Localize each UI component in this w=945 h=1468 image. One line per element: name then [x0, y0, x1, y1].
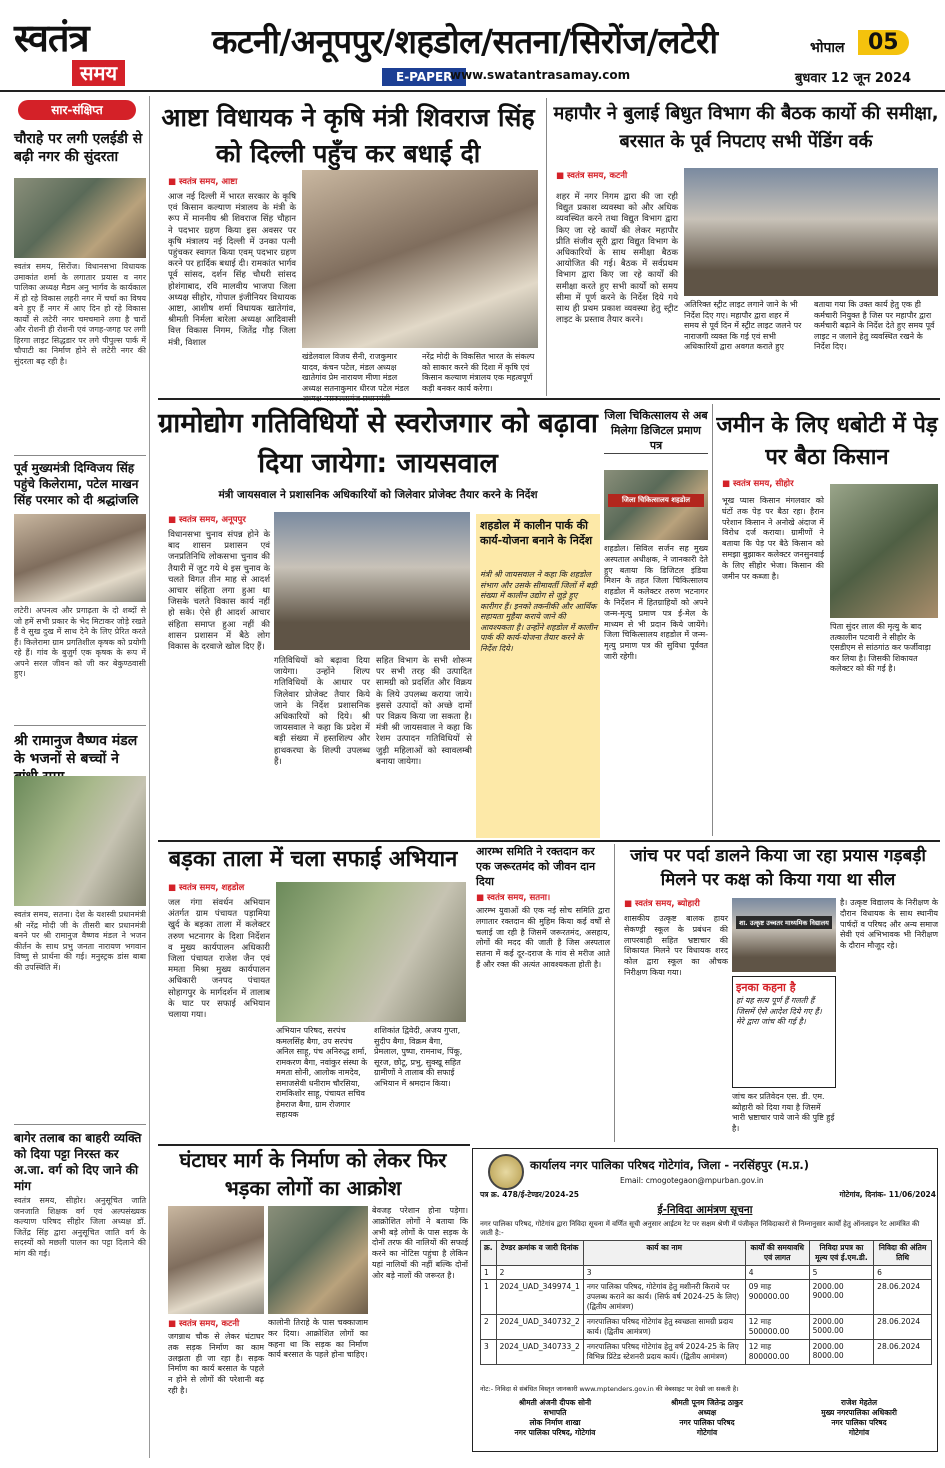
tender-id: 2024_UAD_340733_2 — [496, 1340, 583, 1365]
story-body-continued: शशिकांत द्विवेदी, अजय गुप्ता, सुदीप बैगा, विक्रम बैगा, प्रेमलाल, पुष्पा, रामनाथ, पिंकू, सूरज, छोटू, प्रभु, सुक्खू सहित ग्रामीणों ने तालाब की सफाई अभियान में श्रमदान किया। — [374, 1026, 463, 1088]
story-byline: ■ स्वतंत्र समय, आष्टा — [168, 176, 318, 187]
sidebar-item-text: स्वतंत्र समय, सतना। देश के यशस्वी प्रधानमंत्री श्री नरेंद्र मोदी जी के तीसरी बार प्रधानमंत्री बनने पर श्री रामानुज वैष्णव मंडल ने भजन कीर्तन के साथ प्रभु जनता नारायण भगवान विष्णु से प्रार्थना की गई। मनुस्ट्रक डांस बाबा की उपस्थिति में। — [14, 910, 146, 972]
story-kicker[interactable]: जिला चिकित्सालय से अब मिलेगा डिजिटल प्रमाण पत्र — [604, 409, 708, 452]
last-date: 28.06.2024 — [874, 1340, 932, 1365]
divider — [14, 1124, 146, 1125]
sidebar-item-headline[interactable]: चौराहे पर लगी एलईडी से बढ़ी नगर की सुंदरता — [14, 131, 143, 165]
signatory-dept: नगर पालिका परिषद — [679, 1418, 735, 1427]
section-rule — [158, 398, 940, 400]
sidebar-item-text: लटेरी। अपनत्व और प्रगाढ़ता के दो शब्दों से जो हमें सभी प्रकार के भेद मिटाकर जोड़े रखते हैं वे सुख दुख में साथ देने के लिए प्रेरित करते हैं। किलेरामा ग्राम प्रगतिशील कृषक को प्रयोगी रहे हैं। गांव के बुजुर्ग एक कृषक के रूप में अपने सरल जीवन को जी कर बेकुण्ठवासी हुए। — [14, 606, 146, 678]
notice-reference: पत्र क्र. 478/ई-टेण्डर/2024-25 — [480, 1190, 580, 1199]
story-body-continued: सहित विभाग के सभी शोरूम पर सभी तरह की उत्पादित सामग्री को प्रदर्शित और विक्रय के लिये उपलब्ध कराया जाये। इससे उत्पादों को अच्छे दामों पर विक्रय किया जा सकता है। मंत्री श्री जायसवाल ने कहा कि रेशम उत्पादन गतिविधियों से जुड़ी महिलाओं को स्वावलम्बी बनाया जायेगा। — [376, 656, 472, 767]
table-header: कार्यों की समयावधि एवं लागत — [745, 1241, 809, 1266]
signatory-dept: नगर पालिका परिषद — [831, 1418, 887, 1427]
logo-bottom-text: समय — [72, 60, 125, 86]
municipal-emblem-icon — [488, 1154, 524, 1190]
story-body: जल गंगा संवर्धन अभियान अंतर्गत ग्राम पंचायत पड़ामिया खुर्द के बड़का ताला में कलेक्टर तरुण भटनागर के दिशा निर्देशन व मुख्य कार्यपालन अधिकारी जिला पंचायत राजेश जैन एवं ममता मिश्रा मुख्य कार्यपालन अधिकारी जनपद पंचायत सोहागपुर के मार्गदर्शन में तालाब के घाट पर सफाई अभियान चलाया गया। — [168, 898, 270, 1021]
emd-amount: 8000.00 — [812, 1351, 844, 1360]
form-fee: 2000.00 — [812, 1282, 844, 1291]
photo-caption: अभियान परिषद, सरपंच कमलसिंह बैगा, उप सरपंच अनिल साहू, पंच अनिरुद्ध शर्मा, रामकरण बैगा, नवांकुर संस्था के ममता सोनी, आलोक नामदेव, समाजसेवी धनीराम चौरसिया, रामकिशोर साहू, पंचायत सचिव हेमराज बैगा, ग्राम रोजगार सहायक — [276, 1026, 368, 1119]
form-fee: 2000.00 — [812, 1342, 844, 1351]
work-name: नगरपालिका परिषद गोटेगांव हेतु वर्ष 2024-25 के लिए विभिन्न प्रिंटेड स्टेशनरी प्रदाय कार्य। (द्वितीय आमंत्रण) — [583, 1340, 745, 1365]
work-period: 09 माह — [748, 1282, 772, 1291]
notice-title: कार्यालय नगर पालिका परिषद गोटेगांव, जिला - नरसिंहपुर (म.प्र.) — [530, 1158, 809, 1172]
story-body: शहर में नगर निगम द्वारा की जा रही विद्युत प्रकाश व्यवस्था को और अधिक व्यवस्थित करने तथा विद्युत विभाग द्वारा किए जा रहे कार्यों की लेकर महापौर प्रीति संजीव सूरी द्वारा विद्युत विभाग के अधिकारियों के साथ समीक्षा बैठक आयोजित की गई। बैठक में सर्वप्रथम विभाग द्वारा किए जा रहे कार्यों की समीक्षा करते हुए सभी कार्यों को समय सीमा में पूर्ण करने के निर्देश दिये गये साथ ही प्रथम प्रकाश व्यवस्था हेतु स्ट्रीट लाइट के प्रस्ताव तैयार करने। — [556, 192, 678, 326]
story-body: शासकीय उत्कृष्ट बालक हायर सेकण्ड्री स्कूल के प्रबंधन की लापरवाही सहित भ्रष्टाचार की शिकायत मिलने पर विधायक शरद कोल द्वारा स्कूल का औचक निरीक्षण किया गया। — [624, 914, 728, 977]
story-byline: ■ स्वतंत्र समय, सतना। — [476, 892, 610, 903]
farmer-on-tree-photo — [830, 484, 938, 618]
protest-photo — [168, 1206, 264, 1314]
table-cell: 3 — [583, 1266, 745, 1280]
notice-intro: नगर पालिका परिषद, गोटेगांव द्वारा निविदा सूचना में वर्णित सूची अनुसार आईटम रेट पर सक्षम श्रेणी में पंजीकृत निविदाकारों से निम्नानुसार कार्यों हेतु ऑनलाइन रेट आमंत्रित की जाती है:- — [480, 1220, 920, 1237]
inset-body: हां यह सत्य पूर्ण हैं गलती हैं जिसमें ऐसे आदेश दिये गए हैं। मेरे द्वारा जांच की गई है। — [736, 996, 822, 1026]
issue-date: बुधवार 12 जून 2024 — [795, 71, 912, 86]
story-body-continued: है। उत्कृष्ट विद्यालय के निरीक्षण के दौरान विधायक के साथ स्थानीय पार्षदों व परिषद और अन्य समाज सेवी एवं अभिभावक भी निरीक्षण के दौरान मौजूद रहे। — [840, 898, 938, 951]
logo-top-text: स्वतंत्र — [14, 16, 89, 60]
signatory-dept: लोक निर्माण शाखा — [529, 1418, 581, 1427]
work-cost: 800000.00 — [748, 1352, 790, 1361]
column-divider — [614, 844, 615, 1142]
story-headline[interactable]: जांच पर पर्दा डालने किया जा रहा प्रयास गड़बड़ी मिलने पर कक्ष को किया गया था सील — [630, 846, 926, 890]
story-headline[interactable]: बड़का ताला में चला सफाई अभियान — [168, 847, 458, 872]
section-rule — [158, 840, 940, 842]
story-body: जगन्नाथ चौक से लेकर घंटाघर तक सड़क निर्माण का काम उलझता ही जा रहा है। सड़क निर्माण का कार्य बरसात के पहले न होने से लोगों की परेशानी बढ़ रही है। — [168, 1332, 264, 1395]
table-cell — [809, 1315, 874, 1340]
minister-felicitation-photo — [302, 170, 538, 348]
table-cell: 6 — [874, 1266, 932, 1280]
notice-date: गोटेगांव, दिनांक- 11/06/2024 — [839, 1190, 936, 1199]
table-header: कार्य का नाम — [583, 1241, 745, 1266]
newspaper-logo[interactable] — [14, 18, 164, 88]
story-byline: ■ स्वतंत्र समय, अनूपपुर — [168, 514, 318, 525]
inset-headline: शहडोल में कालीन पार्क की कार्य-योजना बनाने के निर्देश — [480, 519, 593, 547]
website-link[interactable]: www.swatantrasamay.com — [450, 68, 631, 82]
notice-email[interactable]: Email: cmogotegaon@mpurban.gov.in — [620, 1176, 764, 1185]
edition-name: भोपाल — [810, 40, 845, 56]
table-cell: 2 — [496, 1266, 583, 1280]
table-cell — [809, 1280, 874, 1315]
edition-cities: कटनी/अनूपपुर/शहडोल/सतना/सिरोंज/लटेरी — [212, 22, 718, 61]
meeting-photo — [684, 168, 938, 296]
notice-subtitle: ई-निविदा आमंत्रण सूचना — [657, 1204, 753, 1216]
story-headline[interactable]: आरम्भ समिति ने रक्तदान कर एक जरूरतमंद को जीवन दान दिया — [476, 845, 596, 888]
story-body-continued: बताया गया कि उक्त कार्य हेतु एक ही कर्मचारी नियुक्त है जिस पर महापौर द्वारा कर्मचारी बढ़ाने के निर्देश देते हुए समय पूर्व लाइट न जलाने हेतु व्यवस्थित रखने के निर्देश दिए। — [814, 300, 935, 351]
table-cell — [745, 1340, 809, 1365]
column-divider — [546, 98, 547, 396]
photo-caption: अतिरिक्त स्ट्रीट लाइट लगाने जाने के भी निर्देश दिए गए। महापौर द्वारा शहर में समय से पूर्व दिन में स्ट्रीट लाइट जलने पर नाराजगी व्यक्त कि गई एवं सभी अधिकारियों द्वारा अवगत कराते हुए — [684, 300, 802, 351]
table-row — [481, 1315, 932, 1340]
work-period: 12 माह — [748, 1342, 772, 1351]
story-body: भूख प्यास किसान मंगलवार को घंटों तक पेड़ पर बैठा रहा। हैरान परेशान किसान ने अनोखे अंदाज में विरोध दर्ज कराया। ग्रामीणों ने बताया कि पेड़ पर बैठे किसान को समझा बुझाकर कलेक्टर जनसुनवाई के लिए सीहोर भेजा। किसान की जमीन पर कब्जा है। — [722, 496, 824, 581]
tender-id: 2024_UAD_349974_1 — [496, 1280, 583, 1315]
photo-caption: खंडेलवाल विजय सैनी, राजकुमार यादव, कंचन पटेल, मंडल अध्यक्ष खातेगांव प्रेम नारायण मीणा मंडल अध्यक्ष सतनाकुमार धीरज पटेल मंडल — [302, 352, 410, 393]
story-headline[interactable]: घंटाघर मार्ग के निर्माण को लेकर फिर भड़का लोगों का आक्रोश — [179, 1148, 447, 1200]
story-body-continued: बेवजह परेशान होना पड़ेगा। आक्रोशित लोगों ने बताया कि अभी बड़े लोगों के पास सड़क के दोनों तरफ की नालियों की सफाई करने का नोटिस पहुंचा है लेकिन यहां नालियों की नहीं बल्कि दोनों ओर बड़े नालों की जरूरत है। — [372, 1206, 468, 1280]
notice-note: नोट:- निविदा से संबंधित विस्तृत जानकारी www.mptenders.gov.in की वेबसाइट पर देखी जा सकती है। — [480, 1385, 739, 1393]
table-header: टेण्डर क्रमांक व जारी दिनांक — [496, 1241, 583, 1266]
table-header: निविदा की अंतिम तिथि — [874, 1241, 932, 1266]
table-cell: 4 — [745, 1266, 809, 1280]
signatory-role: सभापति — [543, 1408, 567, 1417]
signatory-role: अध्यक्ष — [697, 1408, 717, 1417]
table-cell: 2 — [481, 1315, 497, 1340]
work-name: नगर पालिका परिषद, गोटेगांव हेतु मशीनरी किराये पर उपलब्ध कराने का कार्य। (सिर्फ वर्ष 2024-25 के लिए) (द्वितीय आमंत्रण) — [583, 1280, 745, 1315]
work-name: नगरपालिका परिषद गोटेगांव हेतु स्वच्छता सामग्री प्रदाय कार्य। (द्वितीय आमंत्रण) — [583, 1315, 745, 1340]
story-byline: ■ स्वतंत्र समय, सीहोर — [722, 478, 872, 489]
signatory-name: श्रीमती पूनम जितेन्द्र ठाकुर — [671, 1398, 743, 1407]
table-header: निविदा प्रपत्र का मूल्य एवं ई.एम.डी. — [809, 1241, 874, 1266]
story-headline[interactable]: जमीन के लिए धबोटी में पेड़ पर बैठा किसान — [716, 413, 938, 470]
story-body-continued: जांच कर प्रतिवेदन एस. डी. एम. ब्योहारी को दिया गया है जिसमें भारी भ्रष्टाचार पाये जाने की पुष्टि हुई है। — [732, 1092, 835, 1133]
road-blockade-photo — [268, 1206, 368, 1314]
school-sign: शा. उत्कृष्ट उच्चतर माध्यमिक विद्यालय — [736, 916, 832, 929]
story-body: आरम्भ युवाओं की एक नई सोच समिति द्वारा लगातार रक्तदान की मुहिम किया कई वर्षों से चलाई जा रही है जिसमें जरूरतमंद, असहाय, लोगों की मदद की जाती है जिस अस्पताल सतना में कई दूर-दराज के गांव से मरीज आते हैं और रक्त की अत्यंत आवश्यकता होती है। — [476, 906, 610, 969]
story-headline[interactable]: ग्रामोद्योग गतिविधियों से स्वरोजगार को बढ़ावा दिया जायेगा: जायसवाल — [158, 408, 598, 479]
signatory-org: नगर पालिका परिषद, गोटेगांव — [514, 1428, 596, 1437]
school-building-photo — [732, 898, 836, 972]
table-cell: 3 — [481, 1340, 497, 1365]
story-headline[interactable]: आष्टा विधायक ने कृषि मंत्री शिवराज सिंह को दिल्ली पहुँच कर बधाई दी — [161, 103, 535, 168]
story-byline: ■ स्वतंत्र समय, कटनी — [556, 170, 706, 181]
sidebar-item-text: स्वतंत्र समय, सिरोंज। विधानसभा विधायक उमाकांत शर्मा के लगातार प्रयास व नगर पालिका अध्यक्ष मैडम अनु भार्गव के कार्यकाल में हो रहे विकास लहरी नगर में चर्चा का विषय बने हुए हैं नगर में आए दिन हो रहे विकास कार्यों से लटेरी नगर चमचमाने लगा है चारों और रोशनी ही रोशनी एवं जगह-जगह पर लगी हिरगा लाइट सिद्धडार पर लगे पीपुल्स पार्क में चौपाटी का निर्माण होने से लटेरी नगर की सुंदरता बढ़ रही है। — [14, 262, 146, 366]
signatory-name: राजेश मेहतेल — [840, 1398, 878, 1407]
divider — [14, 725, 146, 726]
signatory-org: गोटेगांव — [696, 1428, 718, 1437]
minister-meeting-photo — [274, 512, 470, 650]
sidebar-header: सार-संक्षिप्त — [18, 100, 136, 120]
signatory-role: मुख्य नगरपालिका अधिकारी — [821, 1408, 897, 1417]
story-body-continued: कालोनी तिराहे के पास चक्काजाम कर दिया। आक्रोशित लोगों का कहना था कि सड़क का निर्माण कार्य बरसात के पहले होना चाहिए। — [268, 1318, 368, 1360]
signatory-name: श्रीमती अंजनी दीपक सोनी — [518, 1398, 592, 1407]
emd-amount: 5000.00 — [812, 1326, 844, 1335]
work-period: 12 माह — [748, 1317, 772, 1326]
story-body: शहडोल। सिविल सर्जन सह मुख्य अस्पताल अधीक्षक, ने जानकारी देते हुए बताया कि डिजिटल इंडिया मिशन के तहत जिला चिकित्सालय शहडोल में कलेक्टर तरुण भटनागर के निर्देशन में हितग्राहियों को अपने जन्म-मृत्यु प्रमाण पत्र ई-मेल के माध्यम से भी प्रदान किये जायेंगे। जिला चिकित्सालय शहडोल में जन्म-मृत्यु प्रमाण पत्र की सुविधा पूर्ववत जारी रहेगी। — [604, 544, 708, 661]
table-row — [481, 1340, 932, 1365]
story-subhead: मंत्री जायसवाल ने प्रशासनिक अधिकारियों को जिलेवार प्रोजेक्ट तैयार करने के निर्देश — [218, 489, 538, 501]
table-cell — [745, 1280, 809, 1315]
story-body-continued: गतिविधियों को बढ़ावा दिया जायेगा। उन्होंने शिल्प गतिविधियों के आधार पर जिलेवार प्रोजेक्ट तैयार किये जाने के निर्देश प्रशासनिक अधिकारियों को दिये। श्री जायसवाल ने कहा कि प्रदेश में बड़ी संख्या में हस्तशिल्प और हाथकरघा के शिल्पी उपलब्ध हैं। — [274, 656, 370, 767]
story-body-continued: नरेंद्र मोदी के विकसित भारत के संकल्प को साकार करने की दिशा में कृषि एवं किसान कल्याण मंत्रालय एक महत्वपूर्ण कड़ी बनकर कार्य करेगा। — [422, 352, 535, 393]
divider — [14, 455, 146, 456]
signatory — [632, 1398, 782, 1438]
sidebar-item-headline[interactable]: पूर्व मुख्यमंत्री दिग्विजय सिंह पहुंचे किलेरामा, पटेल माखन सिंह परमार को दी श्रद्धांजलि — [14, 461, 139, 507]
story-body: आज नई दिल्ली में भारत सरकार के कृषि एवं किसान कल्याण मंत्रालय के मंत्री के रूप में माननीय श्री शिवराज सिंह चौहान ने पदभार ग्रहण किया इस अवसर पर कृषि मंत्रालय नई दिल्ली में उनका पत्नी पहुंचकर स्वागत किया एवम् पदभार ग्रहण करने पर हार्दिक बधाई दी। रामकांत भार्गव पूर्व सांसद, दर्शन सिंह चौधरी सांसद होशंगाबाद, रवि मालवीय भाजपा जिला अध्यक्ष सीहोर, गोपाल इंजीनियर विधायक आष्टा, आशीष शर्मा विधायक खातेगांव, श्रीमती निर्मला बारेला अध्यक्ष आदिवासी वित्त विकास निगम, जितेंद्र गौड़ जिला मंत्री, विशाल — [168, 192, 296, 348]
page-number: 05 — [858, 30, 909, 55]
inset-title: इनका कहना है — [736, 981, 796, 994]
inset-body: मंत्री श्री जायसवाल ने कहा कि शहडोल संभाग और उसके सीमावर्ती जिलों में बड़ी संख्या में कालीन उद्योग से जुड़े हुए कारीगर हैं। इनको तकनीकी और आर्थिक सहायता मुहैया कराये जाने की आवश्यकता है। उन्होंने शहडोल में कालीन पार्क की कार्य-योजना तैयार करने के निर्देश दिये। — [480, 570, 598, 653]
column-divider — [712, 404, 713, 836]
last-date: 28.06.2024 — [874, 1280, 932, 1315]
tender-id: 2024_UAD_340732_2 — [496, 1315, 583, 1340]
signatory — [480, 1398, 630, 1438]
signatory-org: गोटेगांव — [848, 1428, 870, 1437]
tribute-gathering-photo — [14, 514, 146, 602]
table-cell: 1 — [481, 1266, 497, 1280]
table-cell: 1 — [481, 1280, 497, 1315]
sidebar-item-headline[interactable]: श्री रामानुज वैष्णव मंडल के भजनों से बच्चों ने — [14, 733, 138, 767]
cleanliness-drive-photo — [276, 882, 466, 1022]
story-body-continued: पिता सुंदर लाल की मृत्यु के बाद तत्कालीन पटवारी ने सीहोर के एसडीएम से सांठगांठ कर फर्जीवाड़ा कर लिया है। जिसकी शिकायत कलेक्टर को की गई है। — [830, 622, 931, 673]
sidebar-item-text: स्वतंत्र समय, सीहोर। अनुसूचित जाति जनजाति शिक्षक वर्ग एवं अल्पसंख्यक कल्याण परिषद सीहोर जिला अध्यक्ष डॉ. जितेंद्र सिंह द्वारा अनुसूचित जाति वर्ग के सदस्यों को मछली पालन का पट्टा दिलाने की मांग की गई। — [14, 1196, 146, 1258]
story-byline: ■ स्वतंत्र समय, कटनी — [168, 1318, 268, 1329]
epaper-badge: E-PAPER — [382, 68, 466, 86]
story-body: विधानसभा चुनाव संपन्न होने के बाद शासन प्रशासन एवं जनप्रतिनिधि लोकसभा चुनाव की तैयारी में जुट गये थे इस चुनाव के चलते विगत तीन माह से आदर्श आचार संहिता लगा हुआ था जिसके चलते विकास कार्य नहीं हो सके। ऐसे ही आदर्श आचार संहिता समाप्त हुआ नहीं की शासन प्रशासन में बैठे लोग विकास के दरवाजे खोल दिए हैं। — [168, 530, 270, 653]
form-fee: 2000.00 — [812, 1317, 844, 1326]
story-byline: ■ स्वतंत्र समय, ब्योहारी — [624, 898, 774, 909]
table-header: क्र. — [481, 1241, 497, 1266]
work-cost: 500000.00 — [748, 1327, 790, 1336]
story-headline[interactable]: महापौर ने बुलाई बिधुत विभाग की बैठक कार्यो की समीक्षा, बरसात के पूर्व निपटाए सभी पेंडिंग वर्क — [553, 103, 939, 152]
table-cell: 5 — [809, 1266, 874, 1280]
sidebar-item-headline[interactable]: बागेर तलाब का बाहरी व्यक्ति को दिया पट्टा निरस्त कर अ.जा. वर्ग को दिए जाने की मांग — [14, 1131, 142, 1193]
table-cell — [809, 1340, 874, 1365]
tender-table — [480, 1240, 932, 1365]
signatory — [784, 1398, 934, 1438]
bhajan-children-photo — [14, 776, 146, 906]
last-date: 28.06.2024 — [874, 1315, 932, 1340]
emd-amount: 9000.00 — [812, 1291, 844, 1300]
work-cost: 900000.00 — [748, 1292, 790, 1301]
led-screen-photo — [14, 178, 146, 258]
table-cell — [745, 1315, 809, 1340]
story-byline: ■ स्वतंत्र समय, शहडोल — [168, 882, 318, 893]
hospital-sign: जिला चिकित्सालय शहडोल — [608, 494, 704, 507]
table-row — [481, 1280, 932, 1315]
